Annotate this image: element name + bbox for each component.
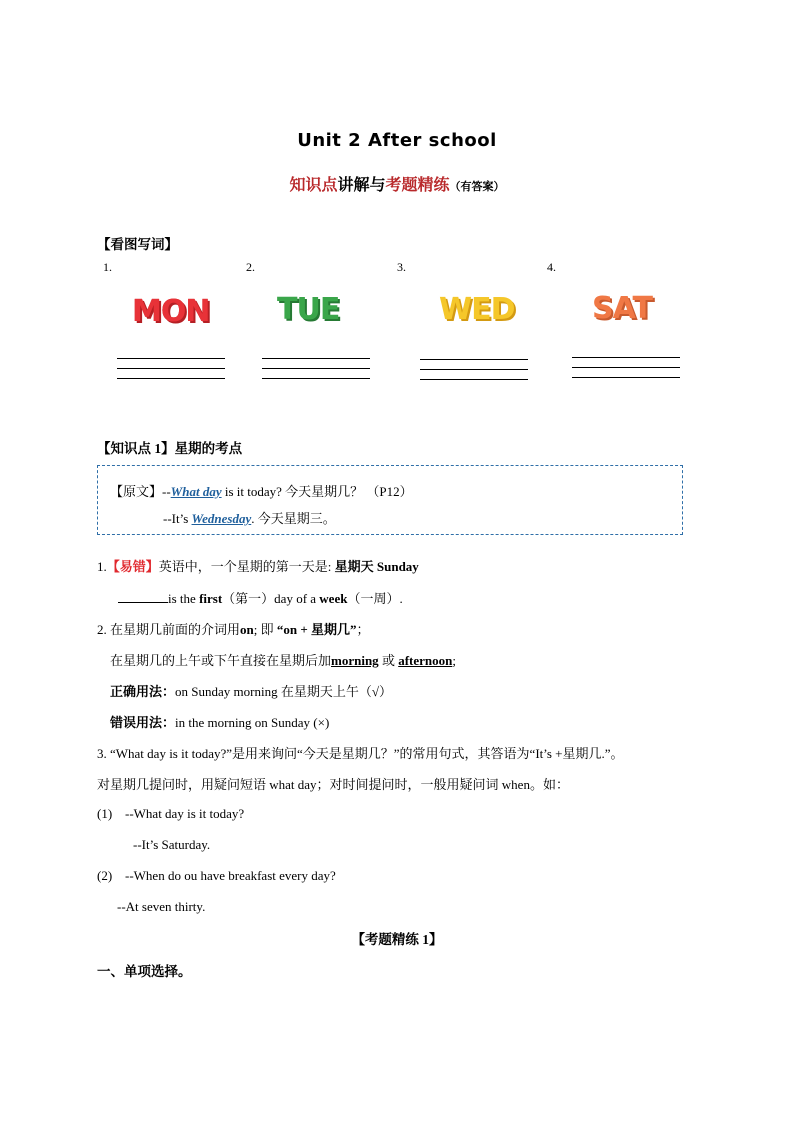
original-text-line1 [110, 481, 413, 500]
point1-l2-c: （一周）. [347, 591, 403, 606]
point3-line2: 对星期几提问时，用疑问短语 what day；对时间提问时，一般用疑问词 when。如： [97, 777, 569, 792]
original-question-rest: is it today? 今天星期几？ （P12） [221, 484, 413, 499]
point1-line1 [97, 556, 419, 575]
point1-bold: 星期天 Sunday [334, 559, 419, 574]
item-number-3: 3. [397, 260, 406, 274]
original-label: 【原文】-- [110, 484, 171, 499]
point2-or: 或 [378, 653, 399, 668]
point2-line2 [110, 650, 456, 669]
point2-on: on [240, 622, 254, 637]
item-number-1: 1. [103, 260, 112, 274]
example2-question: --When do ou have breakfast every day? [125, 868, 336, 883]
answer-lines-4[interactable] [572, 357, 680, 391]
point1-first: first [199, 591, 223, 606]
point1-text: 英语中，一个星期的第一天是: [158, 559, 335, 574]
point3-line1: 3. “What day is it today?”是用来询问“今天是星期几？”的常用句式，其答语为“It’s +星期几.”。 [97, 746, 624, 761]
point2-l2-end: ; [452, 653, 456, 668]
point2-correct-usage [110, 681, 392, 700]
page-subtitle [0, 172, 794, 195]
point1-l2-a: is the [168, 591, 200, 606]
point2-l1-d: ； [356, 622, 370, 637]
subtitle-part2: 讲解与 [337, 177, 386, 194]
item-number-2: 2. [246, 260, 255, 274]
point2-l1-b: ; 即 [253, 622, 277, 637]
subtitle-part1: 知识点 [289, 177, 338, 194]
tuesday-picture: TUE [277, 292, 340, 327]
point1-l2-b: （第一）day of a [222, 591, 320, 606]
point1-line2 [118, 588, 403, 607]
subtitle-part3: 考题精练 [385, 177, 450, 194]
answer-lines-2[interactable] [262, 358, 370, 392]
single-choice-heading: 一、单项选择。 [97, 964, 192, 979]
correct-usage-text: on Sunday morning 在星期天上午（√） [175, 684, 392, 699]
point2-line1 [97, 619, 370, 638]
knowledge-point-heading: 【知识点 1】星期的考点 [97, 441, 243, 456]
correct-usage-label: 正确用法： [110, 684, 176, 699]
answer-prefix: --It’s [163, 511, 192, 526]
item-number-4: 4. [547, 260, 556, 274]
wrong-usage-text: in the morning on Sunday (×) [175, 715, 330, 730]
original-text-line2 [163, 508, 336, 527]
point1-week: week [319, 591, 348, 606]
point2-on-formula: “on + 星期几” [276, 622, 357, 637]
answer-rest: . 今天星期三。 [251, 511, 336, 526]
answer-lines-3[interactable] [420, 359, 528, 393]
answer-wednesday: Wednesday [191, 511, 252, 526]
point1-number: 1. [97, 559, 107, 574]
page-title: Unit 2 After school [297, 130, 497, 151]
wrong-usage-label: 错误用法： [110, 715, 176, 730]
picture-words-heading: 【看图写词】 [97, 237, 178, 252]
example1-question: --What day is it today? [125, 806, 245, 821]
error-prone-tag: 【易错】 [106, 559, 159, 574]
point2-afternoon: afternoon [398, 653, 453, 668]
example2-number: (2) [97, 868, 113, 883]
answer-what-day: What day [170, 484, 222, 499]
saturday-picture: SAT [592, 291, 652, 326]
point2-wrong-usage [110, 712, 329, 731]
example2-answer: --At seven thirty. [117, 899, 206, 914]
monday-picture: MON [132, 294, 210, 329]
wednesday-picture: WED [439, 292, 515, 327]
point2-l1-a: 2. 在星期几前面的介词用 [97, 622, 241, 637]
fill-blank[interactable] [118, 590, 168, 603]
practice-heading: 【考题精练 1】 [351, 932, 443, 947]
answer-lines-1[interactable] [117, 358, 225, 392]
example1-answer: --It’s Saturday. [133, 837, 211, 852]
point2-morning: morning [331, 653, 379, 668]
point2-l2-a: 在星期几的上午或下午直接在星期后加 [110, 653, 332, 668]
subtitle-note: （有答案） [449, 181, 505, 193]
example1-number: (1) [97, 806, 113, 821]
